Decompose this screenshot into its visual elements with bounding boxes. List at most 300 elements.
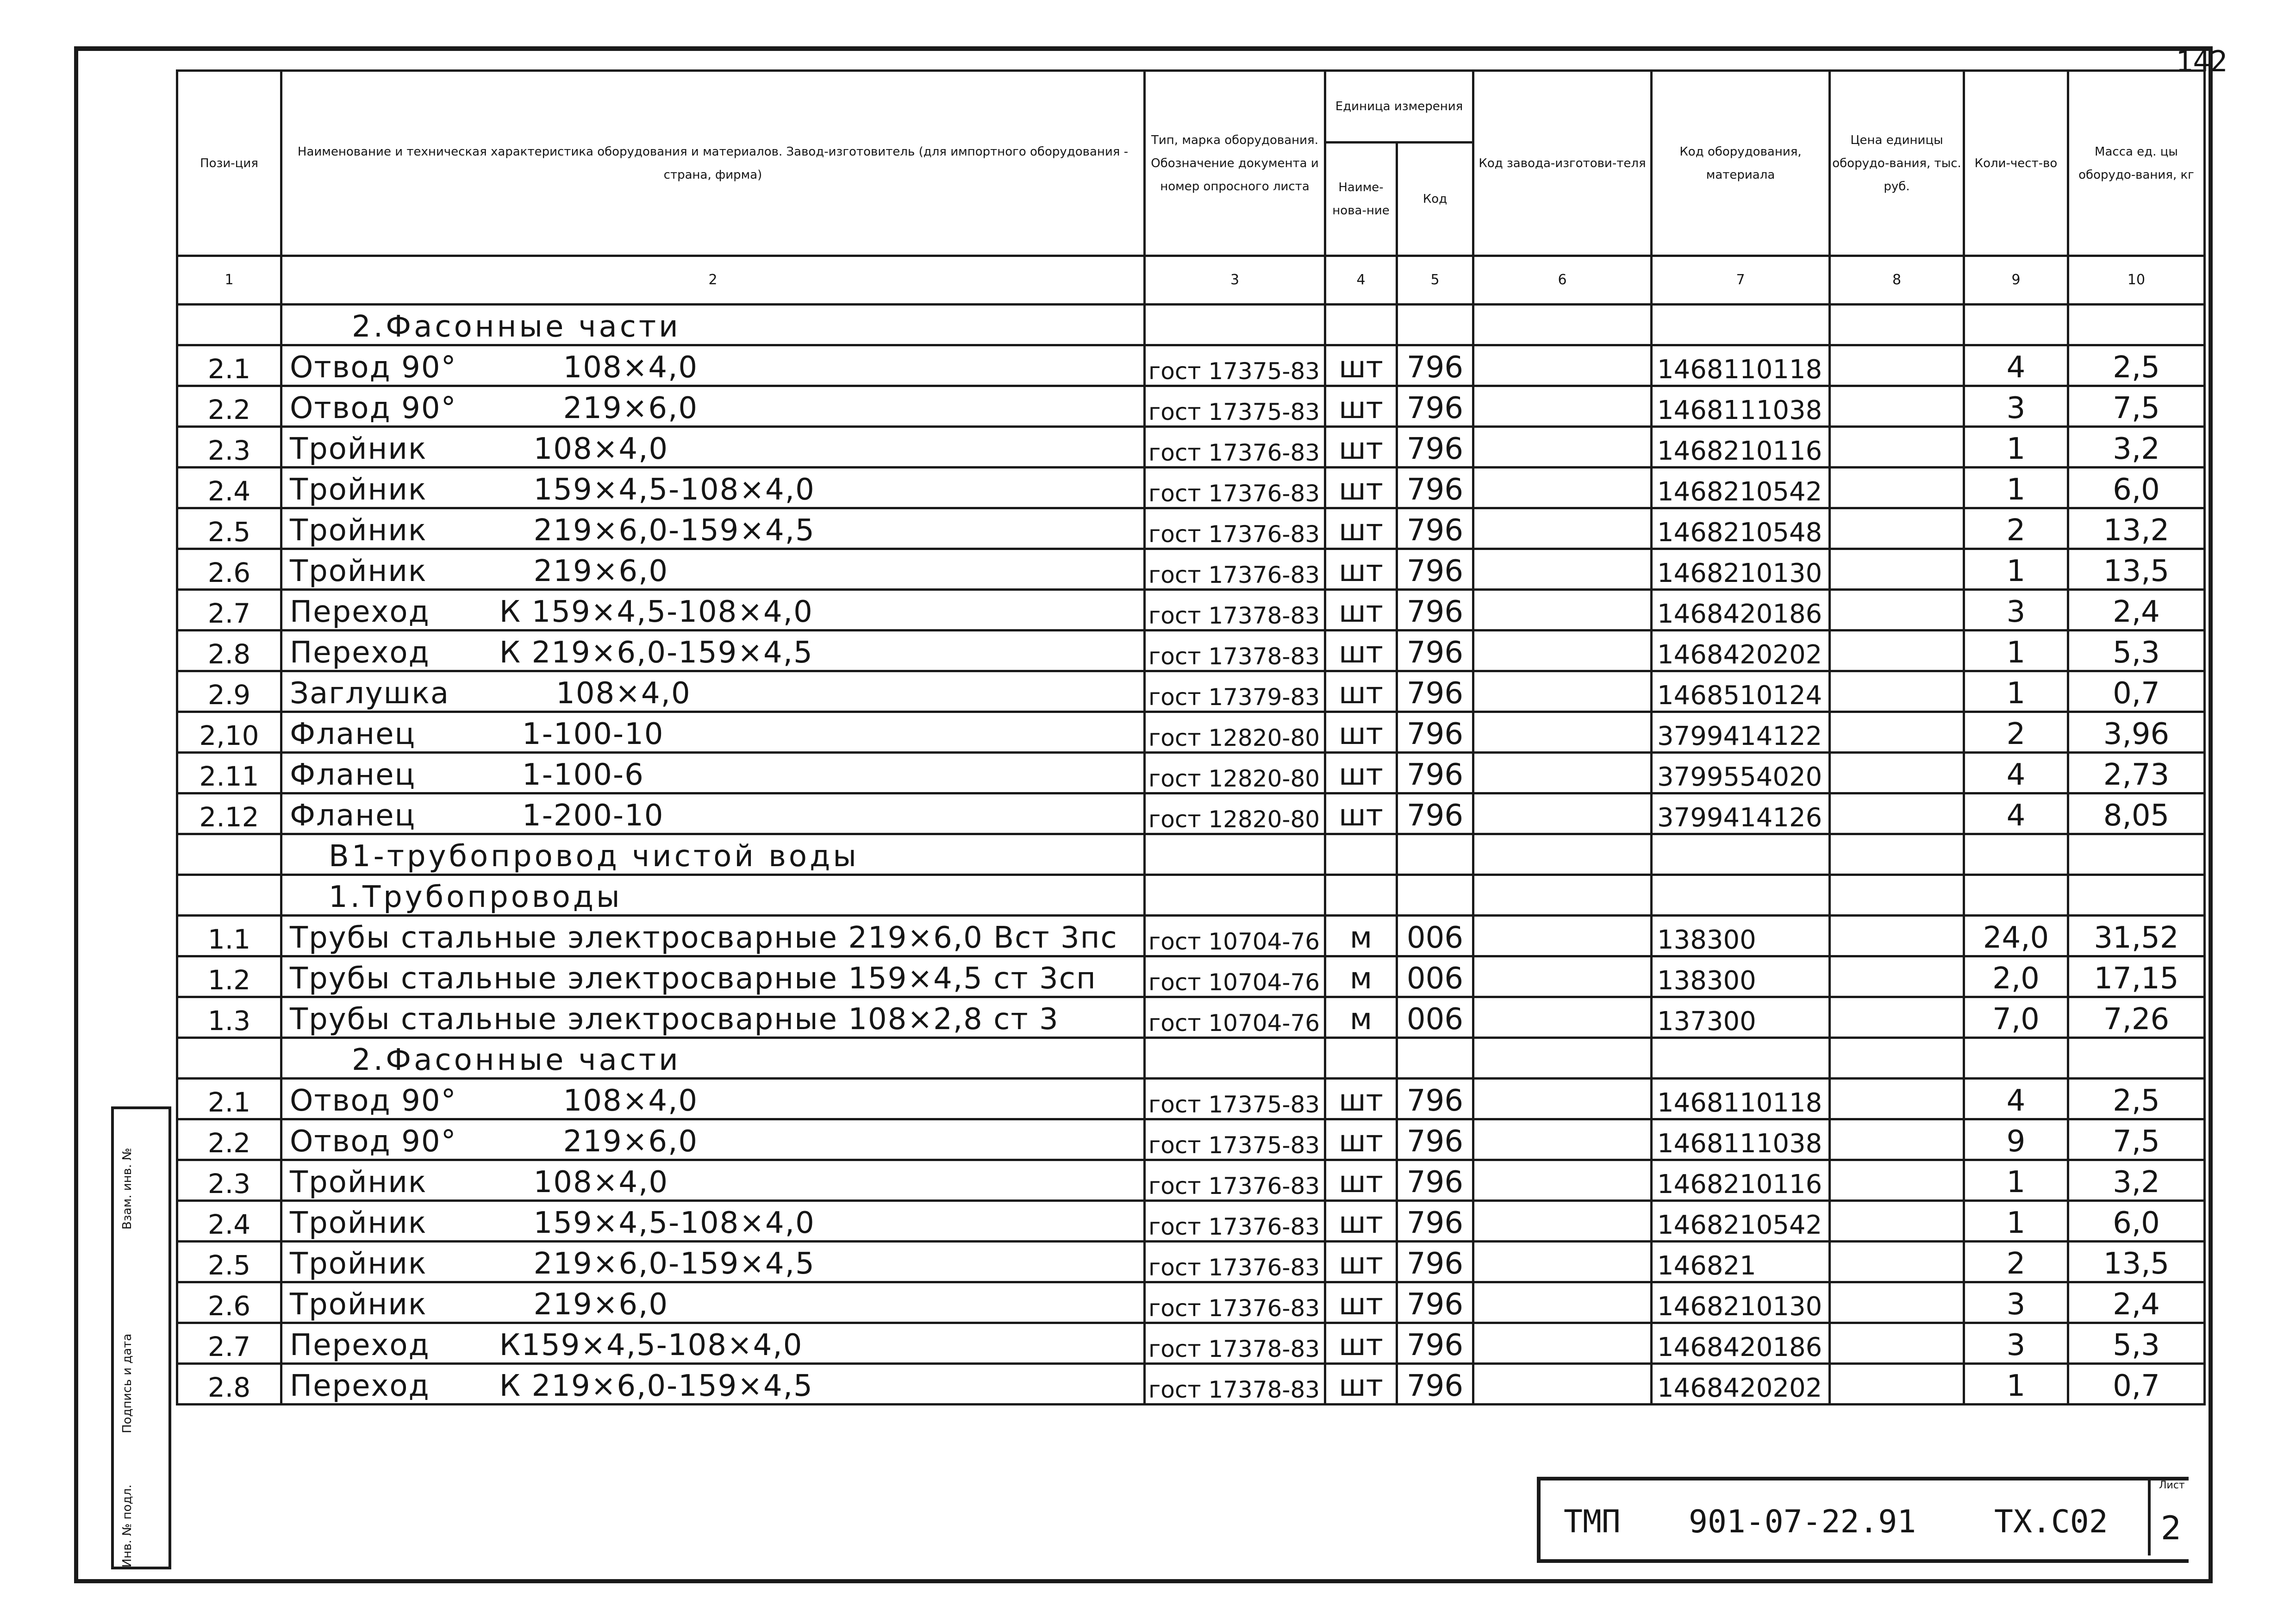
- item-mass: 7,5: [2068, 1119, 2205, 1160]
- item-price: [1830, 590, 1964, 631]
- empty-cell: [2068, 1038, 2205, 1079]
- empty-cell: [1830, 834, 1964, 875]
- item-name: [281, 345, 1145, 386]
- item-standard: гост 12820-80: [1145, 793, 1325, 834]
- item-material-code: 1468110118: [1652, 1079, 1830, 1119]
- item-name: [281, 1201, 1145, 1242]
- item-unit-code: 006: [1397, 916, 1473, 956]
- row-position: 2.7: [177, 1323, 281, 1364]
- item-size: 219×6,0: [563, 1124, 699, 1159]
- item-quantity: 1: [1964, 1201, 2068, 1242]
- item-size: 108×4,0: [533, 1165, 669, 1199]
- row-position: [177, 834, 281, 875]
- table-row: [177, 386, 2205, 427]
- table-row: [177, 712, 2205, 753]
- item-factory-code: [1473, 1160, 1652, 1201]
- item-title: Трубы стальные электросварные 159×4,5 ст 3сп: [290, 962, 1097, 996]
- item-name: [281, 427, 1145, 468]
- header-material-code: Код оборудования, материала: [1652, 71, 1830, 256]
- item-title: Фланец: [290, 758, 416, 792]
- column-number: 2: [281, 256, 1145, 305]
- item-quantity: 3: [1964, 386, 2068, 427]
- item-title: Тройник: [290, 513, 427, 548]
- item-quantity: 3: [1964, 590, 2068, 631]
- row-position: 2.3: [177, 1160, 281, 1201]
- item-mass: 2,4: [2068, 590, 2205, 631]
- row-position: 2.2: [177, 386, 281, 427]
- header-name: Наименование и техническая характеристика оборудования и материалов. Завод-изготовитель (для импортного оборудования - страна, фирма): [281, 71, 1145, 256]
- empty-cell: [1964, 305, 2068, 345]
- item-title: Переход: [290, 636, 430, 670]
- item-mass: 13,2: [2068, 508, 2205, 549]
- item-unit-code: 796: [1397, 1119, 1473, 1160]
- header-factory-code: Код завода-изготови-теля: [1473, 71, 1652, 256]
- item-name: [281, 468, 1145, 508]
- item-price: [1830, 1323, 1964, 1364]
- item-factory-code: [1473, 590, 1652, 631]
- item-title: Переход: [290, 595, 430, 629]
- item-price: [1830, 1364, 1964, 1405]
- row-position: 1.2: [177, 956, 281, 997]
- item-standard: гост 17376-83: [1145, 1201, 1325, 1242]
- item-name: [281, 590, 1145, 631]
- row-position: 2.9: [177, 671, 281, 712]
- column-number: 4: [1325, 256, 1397, 305]
- item-name: [281, 712, 1145, 753]
- item-title: Отвод 90°: [290, 1084, 457, 1118]
- item-unit-code: 796: [1397, 631, 1473, 671]
- side-label-replace: Взам. инв. №: [120, 1148, 134, 1230]
- row-position: 1.1: [177, 916, 281, 956]
- item-unit-code: 796: [1397, 1323, 1473, 1364]
- item-title: Переход: [290, 1328, 430, 1362]
- item-factory-code: [1473, 345, 1652, 386]
- empty-cell: [1325, 305, 1397, 345]
- empty-cell: [1325, 834, 1397, 875]
- table-row: [177, 671, 2205, 712]
- item-factory-code: [1473, 1201, 1652, 1242]
- item-name: [281, 1079, 1145, 1119]
- item-standard: гост 10704-76: [1145, 997, 1325, 1038]
- item-price: [1830, 1079, 1964, 1119]
- item-mass: 2,4: [2068, 1282, 2205, 1323]
- item-size: 1-100-10: [522, 717, 664, 751]
- item-unit: шт: [1325, 793, 1397, 834]
- item-unit: м: [1325, 916, 1397, 956]
- table-row: [177, 305, 2205, 345]
- sheet-box: [2148, 1477, 2192, 1555]
- empty-cell: [1652, 1038, 1830, 1079]
- column-number-row: [177, 256, 2205, 305]
- item-title: Тройник: [290, 1247, 427, 1281]
- item-standard: гост 17376-83: [1145, 508, 1325, 549]
- item-material-code: 138300: [1652, 956, 1830, 997]
- item-mass: 8,05: [2068, 793, 2205, 834]
- table-row: [177, 793, 2205, 834]
- item-material-code: 3799414122: [1652, 712, 1830, 753]
- table-row: [177, 1160, 2205, 1201]
- item-mass: 6,0: [2068, 1201, 2205, 1242]
- table-row: [177, 753, 2205, 793]
- table-row: [177, 1119, 2205, 1160]
- item-standard: гост 17379-83: [1145, 671, 1325, 712]
- item-material-code: 1468210130: [1652, 549, 1830, 590]
- empty-cell: [2068, 834, 2205, 875]
- item-quantity: 2,0: [1964, 956, 2068, 997]
- empty-cell: [1473, 875, 1652, 916]
- item-unit-code: 796: [1397, 549, 1473, 590]
- item-quantity: 1: [1964, 631, 2068, 671]
- item-standard: гост 17375-83: [1145, 345, 1325, 386]
- item-material-code: 1468210542: [1652, 1201, 1830, 1242]
- item-unit-code: 796: [1397, 508, 1473, 549]
- empty-cell: [2068, 305, 2205, 345]
- item-standard: гост 17375-83: [1145, 1119, 1325, 1160]
- table-row: [177, 1323, 2205, 1364]
- item-factory-code: [1473, 1364, 1652, 1405]
- header-unit-name: Наиме-нова-ние: [1325, 143, 1397, 256]
- item-unit-code: 796: [1397, 753, 1473, 793]
- row-position: 2.8: [177, 1364, 281, 1405]
- row-position: 2.8: [177, 631, 281, 671]
- item-factory-code: [1473, 1242, 1652, 1282]
- item-price: [1830, 1282, 1964, 1323]
- item-material-code: 1468210116: [1652, 427, 1830, 468]
- item-price: [1830, 345, 1964, 386]
- item-unit: шт: [1325, 508, 1397, 549]
- item-unit-code: 796: [1397, 712, 1473, 753]
- column-number: 9: [1964, 256, 2068, 305]
- item-size: 1-100-6: [522, 758, 644, 792]
- item-title: Трубы стальные электросварные 219×6,0 Вст 3пс: [290, 921, 1118, 955]
- item-quantity: 1: [1964, 468, 2068, 508]
- item-unit-code: 796: [1397, 793, 1473, 834]
- side-label-inventory: Инв. № подл.: [120, 1484, 134, 1568]
- item-title: Тройник: [290, 1287, 427, 1322]
- item-quantity: 2: [1964, 508, 2068, 549]
- empty-cell: [1145, 305, 1325, 345]
- item-size: К 219×6,0-159×4,5: [499, 1369, 813, 1403]
- item-material-code: 1468210130: [1652, 1282, 1830, 1323]
- item-size: 108×4,0: [563, 350, 699, 385]
- item-mass: 5,3: [2068, 1323, 2205, 1364]
- table-body: [177, 305, 2205, 1405]
- item-title: Фланец: [290, 799, 416, 833]
- item-quantity: 1: [1964, 671, 2068, 712]
- row-position: 2.7: [177, 590, 281, 631]
- item-mass: 2,73: [2068, 753, 2205, 793]
- item-title: Тройник: [290, 473, 427, 507]
- header-type: Тип, марка оборудования. Обозначение документа и номер опросного листа: [1145, 71, 1325, 256]
- row-position: 2.5: [177, 1242, 281, 1282]
- empty-cell: [1325, 875, 1397, 916]
- table-row: [177, 956, 2205, 997]
- item-title: Тройник: [290, 1165, 427, 1199]
- item-price: [1830, 997, 1964, 1038]
- item-price: [1830, 1201, 1964, 1242]
- item-unit: шт: [1325, 671, 1397, 712]
- item-factory-code: [1473, 671, 1652, 712]
- table-row: [177, 508, 2205, 549]
- item-mass: 13,5: [2068, 1242, 2205, 1282]
- row-position: 2.6: [177, 1282, 281, 1323]
- item-unit: шт: [1325, 712, 1397, 753]
- stamp-mark: ТХ.С02: [1994, 1504, 2108, 1540]
- empty-cell: [1145, 875, 1325, 916]
- item-unit-code: 796: [1397, 1160, 1473, 1201]
- row-position: 2.5: [177, 508, 281, 549]
- item-unit: шт: [1325, 468, 1397, 508]
- row-position: 2,10: [177, 712, 281, 753]
- column-number: 8: [1830, 256, 1964, 305]
- item-unit: шт: [1325, 631, 1397, 671]
- table-row: [177, 834, 2205, 875]
- header-unit-code: Код: [1397, 143, 1473, 256]
- item-material-code: 1468210548: [1652, 508, 1830, 549]
- item-size: 219×6,0: [563, 391, 699, 425]
- item-mass: 2,5: [2068, 1079, 2205, 1119]
- item-unit: шт: [1325, 1119, 1397, 1160]
- empty-cell: [1473, 834, 1652, 875]
- item-mass: 17,15: [2068, 956, 2205, 997]
- item-standard: гост 17376-83: [1145, 549, 1325, 590]
- item-price: [1830, 508, 1964, 549]
- item-name: [281, 793, 1145, 834]
- item-title: Переход: [290, 1369, 430, 1403]
- item-size: 108×4,0: [556, 676, 691, 711]
- item-factory-code: [1473, 1119, 1652, 1160]
- empty-cell: [1397, 305, 1473, 345]
- item-unit: шт: [1325, 549, 1397, 590]
- item-quantity: 4: [1964, 793, 2068, 834]
- item-standard: гост 10704-76: [1145, 916, 1325, 956]
- item-unit-code: 796: [1397, 1079, 1473, 1119]
- empty-cell: [1397, 875, 1473, 916]
- item-price: [1830, 916, 1964, 956]
- item-factory-code: [1473, 1282, 1652, 1323]
- item-unit-code: 796: [1397, 1201, 1473, 1242]
- item-unit-code: 796: [1397, 671, 1473, 712]
- item-price: [1830, 1242, 1964, 1282]
- item-unit: шт: [1325, 1160, 1397, 1201]
- item-factory-code: [1473, 916, 1652, 956]
- table-row: [177, 916, 2205, 956]
- table-row: [177, 1364, 2205, 1405]
- side-label-signature: Подпись и дата: [120, 1333, 134, 1433]
- header-unit-group: Единица измерения: [1325, 71, 1473, 143]
- item-size: 219×6,0: [533, 554, 669, 588]
- column-number: 10: [2068, 256, 2205, 305]
- item-standard: гост 17378-83: [1145, 590, 1325, 631]
- item-title: Отвод 90°: [290, 1124, 457, 1159]
- item-size: 219×6,0: [533, 1287, 669, 1322]
- item-material-code: 1468111038: [1652, 386, 1830, 427]
- table-row: [177, 345, 2205, 386]
- item-quantity: 2: [1964, 712, 2068, 753]
- item-standard: гост 12820-80: [1145, 753, 1325, 793]
- item-name: [281, 1323, 1145, 1364]
- row-position: 2.3: [177, 427, 281, 468]
- empty-cell: [1145, 1038, 1325, 1079]
- table-row: [177, 997, 2205, 1038]
- item-price: [1830, 671, 1964, 712]
- item-title: Фланец: [290, 717, 416, 751]
- item-unit: шт: [1325, 1282, 1397, 1323]
- item-name: [281, 1119, 1145, 1160]
- item-factory-code: [1473, 793, 1652, 834]
- item-mass: 3,2: [2068, 1160, 2205, 1201]
- item-factory-code: [1473, 386, 1652, 427]
- column-number: 5: [1397, 256, 1473, 305]
- item-name: [281, 1160, 1145, 1201]
- item-unit: м: [1325, 956, 1397, 997]
- item-standard: гост 17376-83: [1145, 1242, 1325, 1282]
- table-row: [177, 427, 2205, 468]
- empty-cell: [1652, 305, 1830, 345]
- item-price: [1830, 753, 1964, 793]
- side-stamp: [111, 1106, 171, 1569]
- item-size: К 219×6,0-159×4,5: [499, 636, 813, 670]
- item-name: [281, 1282, 1145, 1323]
- header-quantity: Коли-чест-во: [1964, 71, 2068, 256]
- item-unit-code: 796: [1397, 427, 1473, 468]
- table-row: [177, 1038, 2205, 1079]
- table-row: [177, 875, 2205, 916]
- empty-cell: [1830, 1038, 1964, 1079]
- empty-cell: [1964, 1038, 2068, 1079]
- item-material-code: 1468420202: [1652, 631, 1830, 671]
- empty-cell: [1397, 834, 1473, 875]
- item-quantity: 4: [1964, 345, 2068, 386]
- item-unit-code: 796: [1397, 590, 1473, 631]
- item-factory-code: [1473, 427, 1652, 468]
- item-mass: 31,52: [2068, 916, 2205, 956]
- item-mass: 13,5: [2068, 549, 2205, 590]
- item-name: [281, 386, 1145, 427]
- sheet-value: 2: [2161, 1509, 2182, 1547]
- row-position: 2.4: [177, 468, 281, 508]
- row-position: 2.1: [177, 1079, 281, 1119]
- item-material-code: 3799554020: [1652, 753, 1830, 793]
- item-standard: гост 17375-83: [1145, 386, 1325, 427]
- item-factory-code: [1473, 956, 1652, 997]
- item-quantity: 9: [1964, 1119, 2068, 1160]
- item-size: 1-200-10: [522, 799, 664, 833]
- item-factory-code: [1473, 631, 1652, 671]
- item-unit: шт: [1325, 590, 1397, 631]
- row-position: [177, 1038, 281, 1079]
- empty-cell: [1964, 875, 2068, 916]
- item-material-code: 1468420186: [1652, 590, 1830, 631]
- item-material-code: 1468110118: [1652, 345, 1830, 386]
- item-mass: 7,26: [2068, 997, 2205, 1038]
- item-title: Тройник: [290, 1206, 427, 1240]
- empty-cell: [1830, 305, 1964, 345]
- item-unit-code: 796: [1397, 1282, 1473, 1323]
- item-unit: шт: [1325, 753, 1397, 793]
- item-title: Трубы стальные электросварные 108×2,8 ст 3: [290, 1002, 1059, 1037]
- item-unit-code: 796: [1397, 386, 1473, 427]
- item-unit-code: 796: [1397, 1242, 1473, 1282]
- table-row: [177, 1201, 2205, 1242]
- item-price: [1830, 1160, 1964, 1201]
- empty-cell: [1473, 1038, 1652, 1079]
- item-material-code: 138300: [1652, 916, 1830, 956]
- item-mass: 0,7: [2068, 1364, 2205, 1405]
- row-position: 2.2: [177, 1119, 281, 1160]
- table-row: [177, 549, 2205, 590]
- stamp-number: 901-07-22.91: [1689, 1504, 1916, 1540]
- item-unit: шт: [1325, 345, 1397, 386]
- item-price: [1830, 631, 1964, 671]
- section-heading: 1.Трубопроводы: [281, 875, 1145, 916]
- empty-cell: [1964, 834, 2068, 875]
- section-heading: В1-трубопровод чистой воды: [281, 834, 1145, 875]
- title-block: [1537, 1477, 2189, 1563]
- item-price: [1830, 427, 1964, 468]
- empty-cell: [1652, 834, 1830, 875]
- item-unit-code: 796: [1397, 468, 1473, 508]
- sheet-label: Лист: [2159, 1480, 2185, 1491]
- item-unit: шт: [1325, 1242, 1397, 1282]
- row-position: 2.12: [177, 793, 281, 834]
- row-position: 2.6: [177, 549, 281, 590]
- item-factory-code: [1473, 508, 1652, 549]
- item-mass: 3,96: [2068, 712, 2205, 753]
- item-quantity: 4: [1964, 753, 2068, 793]
- item-mass: 0,7: [2068, 671, 2205, 712]
- item-unit-code: 796: [1397, 1364, 1473, 1405]
- item-standard: гост 17378-83: [1145, 1323, 1325, 1364]
- specification-table: [176, 69, 2206, 1405]
- item-mass: 7,5: [2068, 386, 2205, 427]
- column-number: 7: [1652, 256, 1830, 305]
- header-position: Пози-ция: [177, 71, 281, 256]
- item-size: 159×4,5-108×4,0: [533, 473, 815, 507]
- item-size: 219×6,0-159×4,5: [533, 513, 815, 548]
- item-mass: 5,3: [2068, 631, 2205, 671]
- item-mass: 6,0: [2068, 468, 2205, 508]
- row-position: [177, 875, 281, 916]
- item-title: Тройник: [290, 554, 427, 588]
- item-standard: гост 17376-83: [1145, 468, 1325, 508]
- item-name: [281, 916, 1145, 956]
- item-quantity: 2: [1964, 1242, 2068, 1282]
- item-mass: 2,5: [2068, 345, 2205, 386]
- item-title: Отвод 90°: [290, 350, 457, 385]
- item-standard: гост 12820-80: [1145, 712, 1325, 753]
- stamp-prefix: ТМП: [1564, 1504, 1621, 1540]
- item-size: 159×4,5-108×4,0: [533, 1206, 815, 1240]
- item-size: К 159×4,5-108×4,0: [499, 595, 813, 629]
- item-name: [281, 631, 1145, 671]
- item-size: 108×4,0: [533, 432, 669, 466]
- item-size: 108×4,0: [563, 1084, 699, 1118]
- item-unit: шт: [1325, 1079, 1397, 1119]
- item-name: [281, 753, 1145, 793]
- item-standard: гост 10704-76: [1145, 956, 1325, 997]
- table-row: [177, 1242, 2205, 1282]
- item-unit: м: [1325, 997, 1397, 1038]
- empty-cell: [1830, 875, 1964, 916]
- section-heading: 2.Фасонные части: [281, 305, 1145, 345]
- item-quantity: 1: [1964, 427, 2068, 468]
- item-factory-code: [1473, 549, 1652, 590]
- empty-cell: [1652, 875, 1830, 916]
- item-standard: гост 17378-83: [1145, 1364, 1325, 1405]
- item-title: Тройник: [290, 432, 427, 466]
- item-name: [281, 956, 1145, 997]
